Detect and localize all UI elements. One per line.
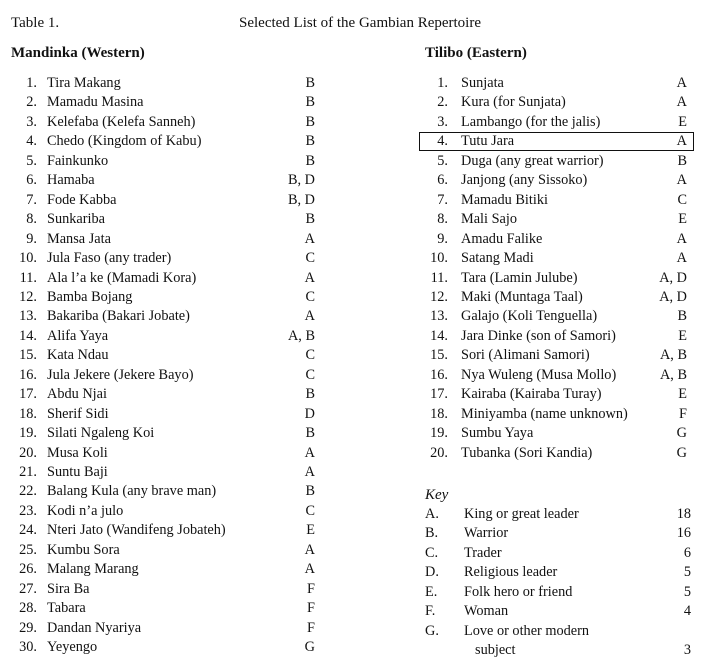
item-title: Dandan Nyariya (47, 619, 142, 636)
list-item (11, 269, 315, 289)
key-count: 5 (683, 583, 691, 600)
item-code: A (304, 444, 315, 461)
list-item (11, 444, 315, 464)
item-code: A (676, 75, 687, 91)
key-count: 6 (683, 544, 691, 561)
item-number: 28. (19, 600, 37, 617)
item-title: Nteri Jato (Wandifeng Jobateh) (47, 522, 226, 539)
item-title: Kumbu Sora (47, 541, 120, 558)
item-code: F (307, 600, 315, 617)
item-code: D (304, 405, 315, 422)
item-number: 9. (26, 230, 37, 247)
key-item (425, 524, 691, 544)
item-number: 18. (430, 405, 448, 422)
list-item (11, 230, 315, 250)
key-item (425, 622, 691, 642)
key-label: Warrior (464, 525, 509, 542)
item-number: 17. (19, 386, 37, 403)
item-code: C (677, 191, 687, 208)
list-item (419, 171, 687, 191)
table-label: Table 1. (11, 15, 60, 31)
key-letter: D. (425, 564, 439, 581)
key-label: King or great leader (464, 506, 579, 522)
key-count: 5 (683, 564, 691, 581)
item-code: A (304, 230, 315, 247)
item-code: A, B (659, 366, 687, 383)
list-item (11, 385, 315, 405)
key-letter: C. (425, 544, 439, 561)
item-code: E (678, 386, 687, 403)
item-number: 5. (437, 152, 448, 169)
item-code: B (305, 211, 315, 228)
item-title: Kairaba (Kairaba Turay) (461, 386, 602, 403)
item-code: A, B (287, 327, 315, 344)
item-code: G (676, 444, 687, 461)
item-code: A (676, 172, 687, 189)
item-code: A (304, 269, 315, 286)
list-item (11, 132, 315, 152)
item-code: A (304, 561, 315, 578)
item-code: C (305, 288, 315, 305)
item-code: B (677, 308, 687, 325)
list-item (11, 405, 315, 425)
item-title: Nya Wuleng (Musa Mollo) (461, 366, 617, 383)
item-code: B (305, 425, 315, 442)
list-item (11, 560, 315, 580)
item-number: 17. (430, 386, 448, 403)
key-label: Trader (464, 544, 502, 561)
item-title: Sunkariba (47, 211, 105, 228)
list-item (11, 307, 315, 327)
item-title: Sherif Sidi (47, 405, 109, 422)
item-title: Kata Ndau (47, 347, 109, 364)
key-letter: A. (425, 506, 439, 522)
item-code: B, D (287, 172, 315, 189)
list-item (11, 93, 315, 113)
list-item (11, 638, 315, 658)
highlight-box (419, 132, 694, 151)
item-code: A, D (659, 288, 687, 305)
item-number: 1. (437, 75, 448, 91)
item-number: 19. (19, 425, 37, 442)
item-title: Kelefaba (Kelefa Sanneh) (47, 113, 196, 130)
item-code: C (305, 366, 315, 383)
item-code: B (305, 152, 315, 169)
key-label-continuation: subject (475, 642, 516, 659)
item-title: Kodi n’a julo (47, 502, 124, 519)
list-item (11, 366, 315, 386)
item-number: 6. (26, 172, 37, 189)
item-title: Hamaba (47, 172, 95, 189)
list-item (419, 152, 687, 172)
key-item (425, 505, 691, 525)
item-number: 29. (19, 619, 37, 636)
list-item (11, 346, 315, 366)
item-title: Silati Ngaleng Koi (47, 425, 155, 442)
item-number: 25. (19, 541, 37, 558)
item-number: 4. (26, 133, 37, 150)
item-number: 21. (19, 464, 37, 480)
item-code: A (676, 250, 687, 267)
list-item (419, 405, 687, 425)
item-title: Kura (for Sunjata) (461, 94, 566, 111)
item-number: 15. (430, 347, 448, 364)
list-item (419, 113, 687, 133)
item-code: A (676, 230, 687, 247)
list-item (11, 113, 315, 133)
item-number: 4. (437, 133, 448, 150)
item-title: Mansa Jata (47, 230, 111, 247)
list-item (11, 482, 315, 502)
item-code: E (678, 211, 687, 228)
item-number: 30. (19, 639, 37, 656)
item-number: 11. (430, 269, 448, 286)
item-title: Tara (Lamin Julube) (461, 269, 578, 286)
item-code: B (305, 75, 315, 91)
item-title: Duga (any great warrior) (461, 152, 604, 169)
item-title: Lambango (for the jalis) (461, 113, 601, 130)
key-count: 18 (676, 506, 691, 522)
item-title: Bakariba (Bakari Jobate) (47, 308, 190, 325)
item-number: 8. (26, 211, 37, 228)
key-letter: F. (425, 603, 436, 620)
item-title: Galajo (Koli Tenguella) (461, 308, 598, 325)
item-code: C (305, 347, 315, 364)
key-title: Key (425, 487, 449, 503)
item-number: 16. (430, 366, 448, 383)
list-item (11, 288, 315, 308)
item-code: G (304, 639, 315, 656)
item-number: 26. (19, 561, 37, 578)
key-count: 16 (676, 525, 691, 542)
item-code: F (307, 580, 315, 597)
key-item (425, 602, 691, 622)
item-title: Alifa Yaya (47, 327, 109, 344)
item-number: 7. (26, 191, 37, 208)
item-number: 24. (19, 522, 37, 539)
item-title: Tubanka (Sori Kandia) (461, 444, 593, 461)
item-code: B (305, 133, 315, 150)
list-item (419, 210, 687, 230)
item-code: B (305, 113, 315, 130)
item-number: 10. (19, 250, 37, 267)
item-number: 2. (26, 94, 37, 111)
item-title: Mamadu Masina (47, 94, 144, 111)
item-title: Musa Koli (47, 444, 108, 461)
list-item (419, 249, 687, 269)
item-number: 1. (26, 75, 37, 91)
list-item (11, 74, 315, 94)
list-item (419, 346, 687, 366)
item-number: 14. (430, 327, 448, 344)
list-item (11, 619, 315, 639)
item-title: Suntu Baji (47, 464, 108, 480)
item-number: 8. (437, 211, 448, 228)
item-title: Chedo (Kingdom of Kabu) (47, 133, 202, 150)
list-item (419, 269, 687, 289)
item-code: A, B (659, 347, 687, 364)
item-code: E (678, 113, 687, 130)
item-number: 23. (19, 502, 37, 519)
item-code: C (305, 250, 315, 267)
item-number: 19. (430, 425, 448, 442)
item-code: B (677, 152, 687, 169)
item-title: Sunjata (461, 75, 504, 91)
list-item (11, 171, 315, 191)
item-number: 15. (19, 347, 37, 364)
item-code: B (305, 94, 315, 111)
list-item (419, 230, 687, 250)
item-title: Fainkunko (47, 152, 109, 169)
item-title: Mamadu Bitiki (461, 191, 548, 208)
item-code: C (305, 502, 315, 519)
list-item (11, 249, 315, 269)
item-title: Malang Marang (47, 561, 139, 578)
item-number: 10. (430, 250, 448, 267)
item-title: Jula Jekere (Jekere Bayo) (47, 366, 194, 383)
list-item (419, 191, 687, 211)
key-letter: B. (425, 525, 439, 542)
item-number: 14. (19, 327, 37, 344)
list-item (419, 385, 687, 405)
key-label: Folk hero or friend (464, 583, 573, 600)
list-item (11, 327, 315, 347)
key-letter: E. (425, 583, 438, 600)
item-number: 20. (430, 444, 448, 461)
item-code: E (306, 522, 315, 539)
item-number: 12. (430, 288, 448, 305)
item-code: F (679, 405, 687, 422)
item-code: B, D (287, 191, 315, 208)
item-number: 11. (19, 269, 37, 286)
item-title: Bamba Bojang (47, 288, 133, 305)
key-item (425, 544, 691, 564)
item-number: 5. (26, 152, 37, 169)
key-letter: G. (425, 622, 439, 639)
list-item (419, 444, 687, 464)
item-number: 18. (19, 405, 37, 422)
key-label: Woman (464, 603, 509, 620)
item-number: 22. (19, 483, 37, 500)
item-code: A, D (659, 269, 687, 286)
item-number: 20. (19, 444, 37, 461)
item-title: Abdu Njai (47, 386, 107, 403)
list-item (11, 502, 315, 522)
key-count: 3 (683, 642, 691, 659)
list-item (11, 541, 315, 561)
item-title: Maki (Muntaga Taal) (461, 288, 583, 305)
item-number: 3. (26, 113, 37, 130)
list-item (419, 327, 687, 347)
list-item (11, 521, 315, 541)
list-item (419, 74, 687, 94)
item-title: Satang Madi (461, 250, 534, 267)
item-number: 12. (19, 288, 37, 305)
list-item (11, 210, 315, 230)
list-item (11, 191, 315, 211)
key-label: Love or other modern (464, 622, 590, 639)
item-title: Fode Kabba (47, 191, 117, 208)
list-item (419, 307, 687, 327)
item-title: Tira Makang (47, 75, 121, 91)
key-count: 4 (683, 603, 691, 620)
item-code: G (676, 425, 687, 442)
eastern-heading: Tilibo (Eastern) (425, 45, 527, 61)
item-title: Tutu Jara (461, 133, 515, 150)
item-code: F (307, 619, 315, 636)
item-code: A (676, 94, 687, 111)
item-code: E (678, 327, 687, 344)
item-title: Jara Dinke (son of Samori) (461, 327, 616, 344)
item-title: Sori (Alimani Samori) (461, 347, 590, 364)
list-item (419, 366, 687, 386)
item-code: A (304, 464, 315, 480)
item-number: 6. (437, 172, 448, 189)
item-number: 16. (19, 366, 37, 383)
item-number: 9. (437, 230, 448, 247)
item-title: Ala l’a ke (Mamadi Kora) (47, 269, 197, 286)
item-number: 7. (437, 191, 448, 208)
list-item (11, 463, 315, 483)
list-item (11, 152, 315, 172)
item-title: Sira Ba (47, 580, 90, 597)
item-title: Amadu Falike (461, 230, 543, 247)
item-code: A (304, 541, 315, 558)
key-item-continuation (425, 641, 691, 661)
list-item (11, 424, 315, 444)
item-title: Miniyamba (name unknown) (461, 405, 628, 422)
item-title: Balang Kula (any brave man) (47, 483, 217, 500)
item-title: Mali Sajo (461, 211, 517, 228)
item-title: Janjong (any Sissoko) (461, 172, 588, 189)
item-number: 2. (437, 94, 448, 111)
table-title: Selected List of the Gambian Repertoire (239, 15, 481, 31)
item-title: Jula Faso (any trader) (47, 250, 172, 267)
item-number: 13. (430, 308, 448, 325)
item-code: B (305, 386, 315, 403)
item-code: A (676, 133, 687, 150)
key-item (425, 563, 691, 583)
list-item (419, 424, 687, 444)
item-number: 3. (437, 113, 448, 130)
key-item (425, 583, 691, 603)
key-label: Religious leader (464, 564, 558, 581)
item-number: 27. (19, 580, 37, 597)
item-title: Sumbu Yaya (461, 425, 534, 442)
item-code: A (304, 308, 315, 325)
list-item (11, 599, 315, 619)
item-number: 13. (19, 308, 37, 325)
item-title: Yeyengo (47, 639, 98, 656)
western-heading: Mandinka (Western) (11, 45, 145, 61)
item-code: B (305, 483, 315, 500)
list-item (11, 580, 315, 600)
item-title: Tabara (47, 600, 86, 617)
list-item (419, 93, 687, 113)
list-item (419, 288, 687, 308)
